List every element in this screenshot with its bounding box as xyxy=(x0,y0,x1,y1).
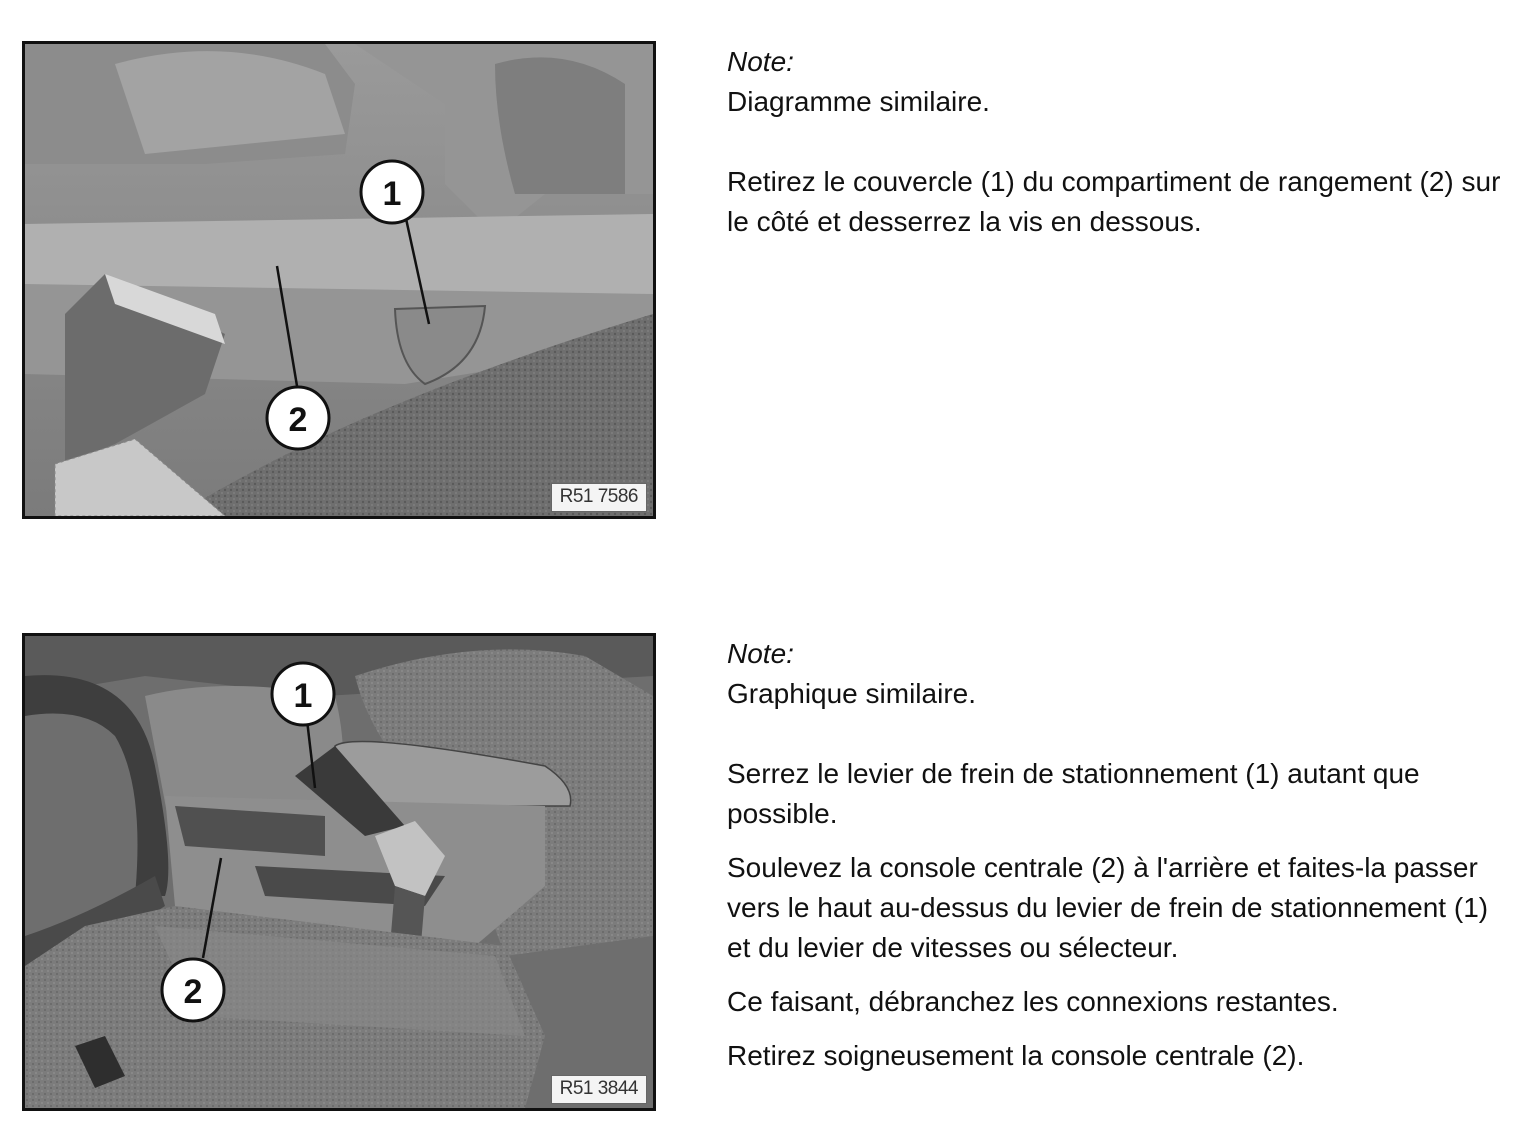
callout-2 xyxy=(162,959,224,1021)
figure-center-console xyxy=(22,633,656,1111)
figure-reference-code: R51 3844 xyxy=(551,1075,647,1104)
svg-text:1: 1 xyxy=(382,175,402,213)
figure-reference-code: R51 7586 xyxy=(551,483,647,512)
instruction-paragraph: Retirez soigneusement la console centrale (2). xyxy=(727,1040,1305,1071)
note-label: Note: xyxy=(727,638,794,669)
instruction-block-2 xyxy=(727,634,1517,1076)
instruction-paragraph: Ce faisant, débranchez les connexions restantes. xyxy=(727,986,1339,1017)
callout-1 xyxy=(361,161,423,223)
photo-center-console xyxy=(25,636,653,1108)
callout-1 xyxy=(272,663,334,725)
note-label: Note: xyxy=(727,46,794,77)
instruction-paragraph: Serrez le levier de frein de stationnement (1) autant que possible. xyxy=(727,758,1420,829)
svg-text:2: 2 xyxy=(183,973,203,1011)
note-text: Graphique similaire. xyxy=(727,678,976,709)
svg-text:2: 2 xyxy=(288,401,308,439)
instruction-paragraph: Retirez le couvercle (1) du compartiment de rangement (2) sur le côté et desserrez la vis en dessous. xyxy=(727,166,1501,237)
instruction-paragraph: Soulevez la console centrale (2) à l'arrière et faites-la passer vers le haut au-dessus du levier de frein de stationnement (1) et du levier de vitesses ou sélecteur. xyxy=(727,852,1489,963)
callout-2 xyxy=(267,387,329,449)
figure-storage-compartment xyxy=(22,41,656,519)
instruction-block-1 xyxy=(727,42,1517,242)
svg-text:1: 1 xyxy=(293,677,313,715)
photo-storage-compartment xyxy=(25,44,653,516)
note-text: Diagramme similaire. xyxy=(727,86,990,117)
